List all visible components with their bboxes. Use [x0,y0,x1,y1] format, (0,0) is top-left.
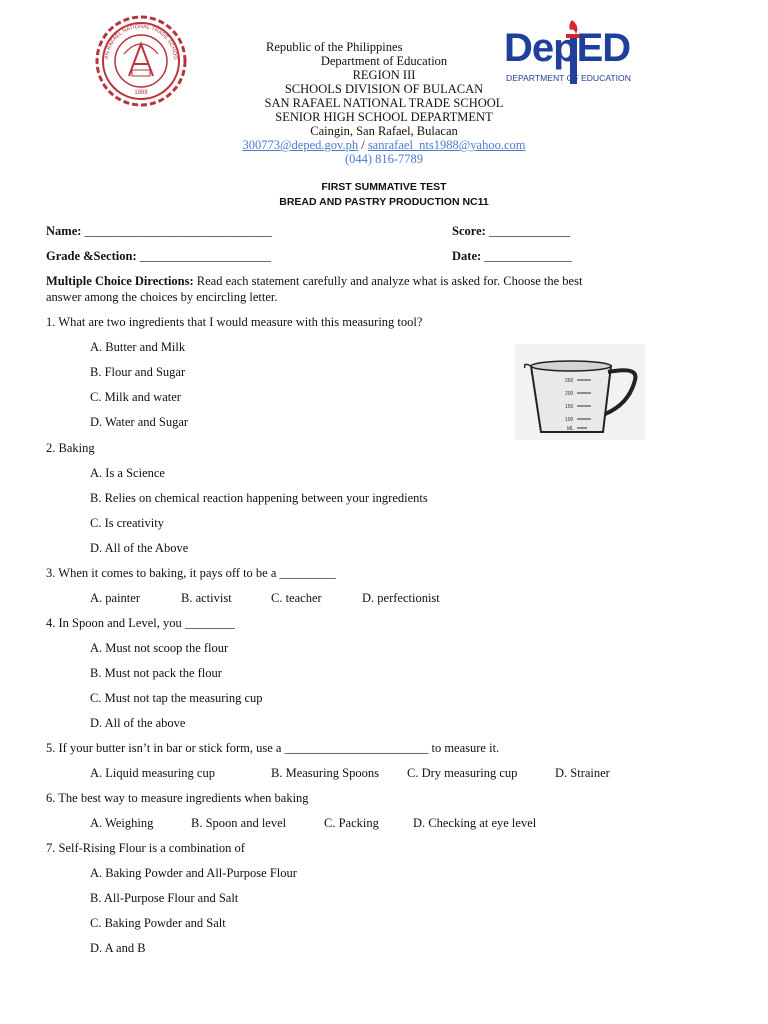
q5-choice-b[interactable]: B. Measuring Spoons [271,766,379,780]
header-division: SCHOOLS DIVISION OF BULACAN [284,82,484,96]
test-subtitle: BREAD AND PASTRY PRODUCTION NC11 [279,196,489,208]
header-phone: (044) 816-7789 [344,152,424,166]
q7-choice-b[interactable]: B. All-Purpose Flour and Salt [90,891,239,905]
directions-label: Multiple Choice Directions: [46,274,194,288]
header-address: Caingin, San Rafael, Bulacan [310,124,458,138]
deped-logo [504,16,656,86]
seal-ring-text: AN RAFAEL NATIONAL TRADE SCHOO [104,23,179,61]
name-field[interactable] [46,224,272,239]
q1-choice-b[interactable]: B. Flour and Sugar [90,365,186,379]
q6-choice-c[interactable]: C. Packing [324,816,379,830]
question-1-text: 1. What are two ingredients that I would measure with this measuring tool? [46,315,423,329]
q3-choice-d[interactable]: D. perfectionist [362,591,440,605]
grade-section-label: Grade &Section: [46,249,137,263]
q5-choice-d[interactable]: D. Strainer [555,766,610,780]
header-region: REGION III [352,68,416,82]
header-school: SAN RAFAEL NATIONAL TRADE SCHOOL [264,96,504,110]
email-link-deped[interactable]: 300773@deped.gov.ph [242,138,359,152]
q2-choice-d[interactable]: D. All of the Above [90,541,189,555]
email-link-yahoo[interactable]: sanrafael_nts1988@yahoo.com [367,138,526,152]
score-label: Score: [452,224,486,238]
seal-year: 1988 [134,90,148,96]
question-7-text: 7. Self-Rising Flour is a combination of [46,841,245,855]
q7-choice-c[interactable]: C. Baking Powder and Salt [90,916,226,930]
q1-choice-a[interactable]: A. Butter and Milk [90,340,186,354]
cup-marking-250: 250 [565,378,574,384]
directions-line-1 [46,274,582,289]
question-2-text: 2. Baking [46,441,95,455]
date-blank[interactable]: ______________ [484,249,572,263]
q2-choice-a[interactable]: A. Is a Science [90,466,165,480]
q3-choice-b[interactable]: B. activist [181,591,232,605]
grade-section-blank[interactable]: _____________________ [139,249,271,263]
deped-logo-text: DepED [504,26,631,70]
score-field[interactable] [452,224,570,239]
question-5-text: 5. If your butter isn’t in bar or stick form, use a _______________________ to measure it. [46,741,500,755]
header-republic: Republic of the Philippines [266,40,403,54]
q5-choice-a[interactable]: A. Liquid measuring cup [90,766,215,780]
cup-marking-150: 150 [565,404,574,410]
test-title: FIRST SUMMATIVE TEST [321,181,447,193]
cup-marking-100: 100 [565,417,574,423]
header-department: Department of Education [320,54,448,68]
q2-choice-b[interactable]: B. Relies on chemical reaction happening between your ingredients [90,491,428,505]
cup-marking-ml: ML [567,426,574,432]
score-blank[interactable]: _____________ [488,224,571,238]
question-4-text: 4. In Spoon and Level, you ________ [46,616,235,630]
q7-choice-d[interactable]: D. A and B [90,941,146,955]
header-shs-department: SENIOR HIGH SCHOOL DEPARTMENT [275,110,493,124]
header-emails [0,138,768,152]
q4-choice-c[interactable]: C. Must not tap the measuring cup [90,691,263,705]
q6-choice-a[interactable]: A. Weighing [90,816,154,830]
name-blank[interactable]: ______________________________ [84,224,273,238]
q6-choice-d[interactable]: D. Checking at eye level [413,816,537,830]
q2-choice-c[interactable]: C. Is creativity [90,516,164,530]
measuring-cup-image [515,344,645,440]
cup-marking-200: 200 [565,391,574,397]
name-label: Name: [46,224,82,238]
q3-choice-c[interactable]: C. teacher [271,591,322,605]
date-label: Date: [452,249,482,263]
grade-section-field[interactable] [46,249,271,264]
q6-choice-b[interactable]: B. Spoon and level [191,816,287,830]
question-3-text: 3. When it comes to baking, it pays off to be a _________ [46,566,336,580]
q7-choice-a[interactable]: A. Baking Powder and All-Purpose Flour [90,866,297,880]
question-6-text: 6. The best way to measure ingredients when baking [46,791,309,805]
email-separator: / [358,138,368,152]
q3-choice-a[interactable]: A. painter [90,591,140,605]
q4-choice-d[interactable]: D. All of the above [90,716,186,730]
q1-choice-d[interactable]: D. Water and Sugar [90,415,189,429]
deped-logo-caption: DEPARTMENT OF EDUCATION [506,73,631,83]
directions-line-2: answer among the choices by encircling letter. [46,290,278,304]
q4-choice-a[interactable]: A. Must not scoop the flour [90,641,229,655]
date-field[interactable] [452,249,572,264]
q1-choice-c[interactable]: C. Milk and water [90,390,181,404]
q4-choice-b[interactable]: B. Must not pack the flour [90,666,222,680]
q5-choice-c[interactable]: C. Dry measuring cup [407,766,518,780]
directions-text: Read each statement carefully and analyze what is asked for. Choose the best [193,274,583,288]
